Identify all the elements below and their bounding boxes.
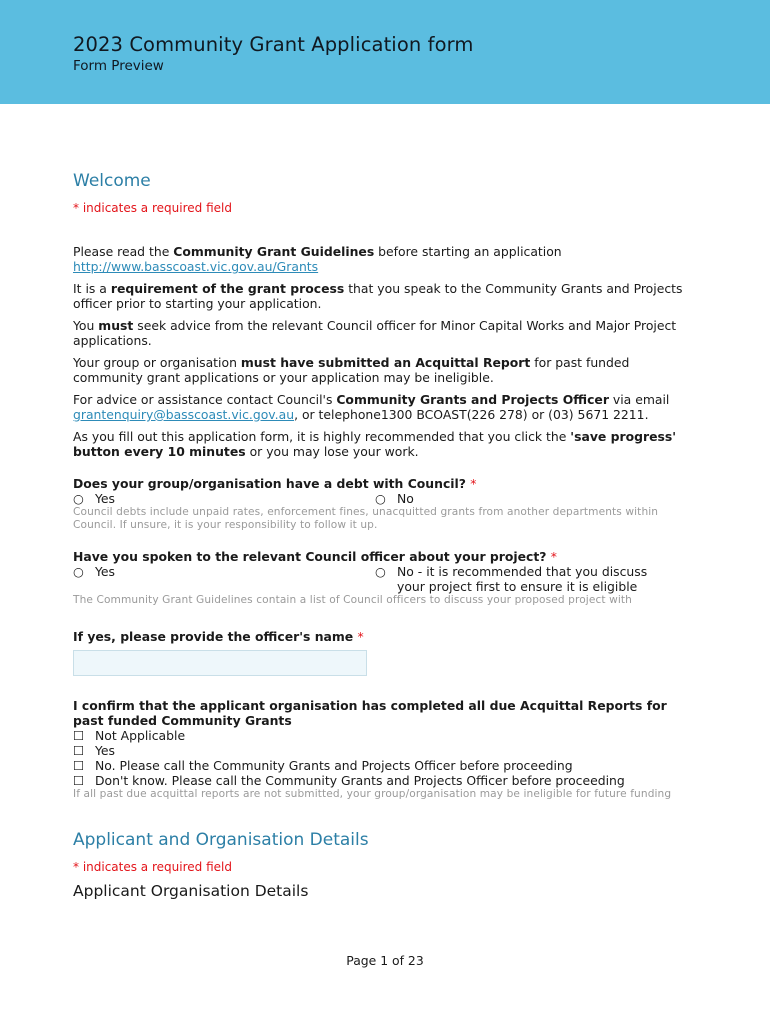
form-subtitle: Form Preview	[73, 58, 164, 74]
acquittal-option-no[interactable]: ☐ No. Please call the Community Grants and Projects Officer before proceeding	[73, 758, 573, 773]
radio-icon[interactable]: ○	[73, 564, 84, 579]
spoken-help-text: The Community Grant Guidelines contain a list of Council officers to discuss your proposed project with	[73, 594, 632, 606]
checkbox-icon[interactable]: ☐	[73, 728, 85, 743]
save-progress-paragraph: As you fill out this application form, it is highly recommended that you click the 'save progress' button every 10 minutes or you may lose your work.	[73, 429, 677, 459]
required-field-note: * indicates a required field	[73, 201, 232, 215]
form-title: 2023 Community Grant Application form	[73, 33, 474, 56]
debt-question	[73, 476, 683, 532]
acquittal-option-dont-know[interactable]: ☐ Don't know. Please call the Community Grants and Projects Officer before proceeding	[73, 773, 625, 788]
applicant-organisation-subheading: Applicant Organisation Details	[73, 882, 309, 900]
welcome-heading: Welcome	[73, 171, 151, 191]
acquittal-paragraph: Your group or organisation must have submitted an Acquittal Report for past funded community grant applications or your application may be ineligible.	[73, 355, 630, 385]
page-number: Page 1 of 23	[346, 953, 424, 968]
applicant-required-note: * indicates a required field	[73, 860, 232, 874]
contact-email-link[interactable]: grantenquiry@basscoast.vic.gov.au	[73, 407, 295, 422]
form-header	[0, 0, 770, 104]
applicant-heading: Applicant and Organisation Details	[73, 830, 369, 850]
spoken-option-yes[interactable]: ○ Yes	[73, 564, 375, 594]
officer-name-question	[73, 629, 683, 676]
acquittal-option-yes[interactable]: ☐ Yes	[73, 743, 116, 758]
grants-website-link[interactable]: http://www.basscoast.vic.gov.au/Grants	[73, 259, 319, 274]
requirement-paragraph: It is a requirement of the grant process that you speak to the Community Grants and Projects officer prior to starting your application.	[73, 281, 683, 311]
officer-name-input[interactable]	[73, 650, 367, 676]
debt-question-label: Does your group/organisation have a debt with Council? *	[73, 476, 477, 491]
contact-paragraph: For advice or assistance contact Council's Community Grants and Projects Officer via email grantenquiry@basscoast.vic.gov.au, or telephone1300 BCOAST(226 278) or (03) 5671 2211.	[73, 392, 670, 422]
spoken-question	[73, 549, 683, 607]
spoken-options	[73, 564, 683, 594]
checkbox-icon[interactable]: ☐	[73, 773, 85, 788]
radio-icon[interactable]: ○	[375, 491, 386, 506]
debt-option-yes[interactable]: ○ Yes	[73, 491, 116, 506]
radio-icon[interactable]: ○	[73, 491, 84, 506]
acquittal-question	[73, 698, 683, 801]
debt-options	[73, 491, 683, 506]
acquittal-option-not-applicable[interactable]: ☐ Not Applicable	[73, 728, 186, 743]
acquittal-options	[73, 728, 683, 788]
spoken-question-label: Have you spoken to the relevant Council officer about your project? *	[73, 549, 557, 564]
acquittal-help-text: If all past due acquittal reports are not submitted, your group/organisation may be ineligible for future funding	[73, 788, 672, 800]
guidelines-paragraph: Please read the Community Grant Guidelines before starting an application http://www.basscoast.vic.gov.au/Grants	[73, 244, 562, 274]
applicant-section	[73, 829, 683, 899]
spoken-option-no[interactable]: ○ No - it is recommended that you discuss your project first to ensure it is eligible	[375, 564, 648, 594]
checkbox-icon[interactable]: ☐	[73, 743, 85, 758]
advice-paragraph: You must seek advice from the relevant Council officer for Minor Capital Works and Major Project applications.	[73, 318, 677, 348]
radio-icon[interactable]: ○	[375, 564, 386, 579]
form-content	[73, 170, 683, 899]
debt-help-text: Council debts include unpaid rates, enforcement fines, unacquitted grants from another departments within Council. If unsure, it is your responsibility to follow it up.	[73, 506, 659, 531]
officer-name-label: If yes, please provide the officer's name *	[73, 629, 364, 644]
acquittal-question-label: I confirm that the applicant organisation has completed all due Acquittal Reports for past funded Community Grants	[73, 698, 667, 728]
debt-option-no[interactable]: ○ No	[375, 491, 414, 506]
checkbox-icon[interactable]: ☐	[73, 758, 85, 773]
